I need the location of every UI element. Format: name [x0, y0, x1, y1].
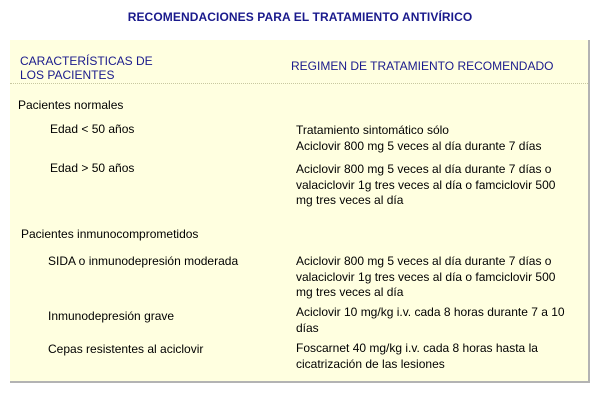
page-title: RECOMENDACIONES PARA EL TRATAMIENTO ANTIVÍRICO: [127, 10, 473, 24]
treatment-text: [296, 254, 581, 301]
header-line: CARACTERÍSTICAS DE: [20, 54, 153, 68]
treatment-line: Aciclovir 800 mg 5 veces al día durante 7 días o: [296, 254, 552, 268]
treatment-line: días: [296, 320, 319, 335]
treatment-text: [296, 305, 581, 336]
treatment-line: Aciclovir 800 mg 5 veces al día durante 7 días o: [296, 162, 552, 176]
group-label-immunocompromised: Pacientes inmunocomprometidos: [21, 227, 199, 241]
treatment-line: valaciclovir 1g tres veces al día o famciclovir 500: [296, 269, 556, 284]
treatment-text: [296, 123, 581, 154]
treatment-line: Tratamiento sintomático sólo: [296, 123, 449, 137]
condition-label: Cepas resistentes al aciclovir: [48, 342, 204, 356]
column-header-patient-characteristics: [20, 54, 180, 82]
group-label-normal-patients: Pacientes normales: [18, 98, 124, 112]
column-header-recommended-regimen: REGIMEN DE TRATAMIENTO RECOMENDADO: [291, 59, 554, 73]
condition-label: Inmunodepresión grave: [48, 309, 175, 323]
treatment-text: [296, 162, 581, 209]
condition-label: Edad < 50 años: [50, 122, 135, 136]
treatment-line: mg tres veces al día: [296, 285, 404, 299]
header-divider: [10, 83, 588, 85]
condition-label: Edad > 50 años: [50, 161, 135, 175]
treatment-line: Foscarnet 40 mg/kg i.v. cada 8 horas hasta la: [296, 341, 538, 355]
condition-label: SIDA o inmunodepresión moderada: [48, 254, 239, 268]
treatment-text: [296, 341, 581, 372]
treatment-table: [10, 40, 590, 383]
treatment-line: valaciclovir 1g tres veces al día o famciclovir 500: [296, 177, 556, 192]
treatment-line: Aciclovir 10 mg/kg i.v. cada 8 horas durante 7 a 10: [296, 305, 565, 319]
treatment-line: mg tres veces al día: [296, 193, 404, 207]
treatment-line: Aciclovir 800 mg 5 veces al día durante 7 días: [296, 138, 542, 153]
treatment-line: cicatrización de las lesiones: [296, 356, 445, 371]
header-line: LOS PACIENTES: [20, 68, 115, 82]
